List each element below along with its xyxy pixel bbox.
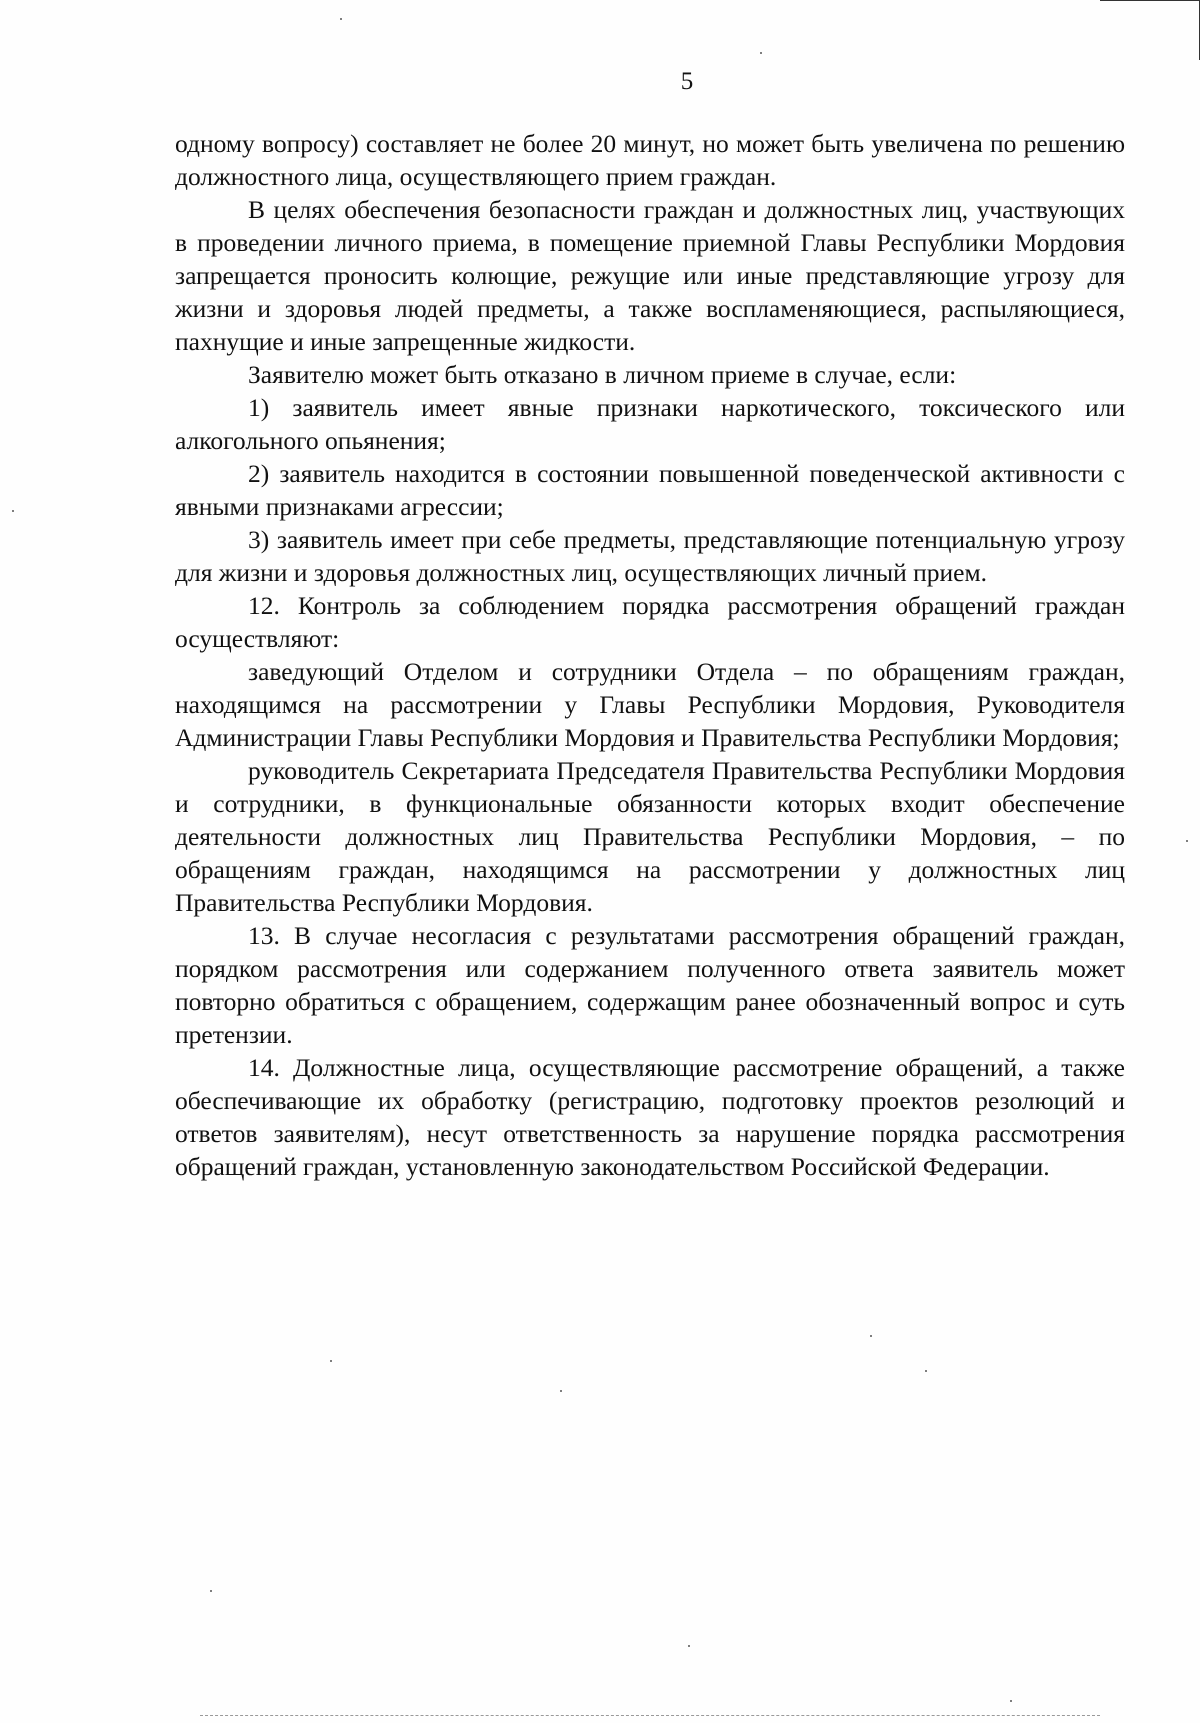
scan-speck [12, 510, 14, 512]
scan-speck [210, 1590, 212, 1592]
paragraph-9: 13. В случае несогласия с результатами рассмотрения обращений граждан, порядком рассмотрения или содержанием полученного ответа заявитель может повторно обратиться с обращением, содержащим ранее обозначенный вопрос и суть претензии. [175, 921, 1125, 1049]
paragraph-2: Заявителю может быть отказано в личном приеме в случае, если: [248, 360, 957, 389]
paragraph-5: 3) заявитель имеет при себе предметы, представляющие потенциальную угрозу для жизни и здоровья должностных лиц, осуществляющих личный прием. [175, 525, 1125, 587]
scan-speck [330, 1360, 332, 1362]
scan-edge-bottom [200, 1715, 1100, 1717]
scan-speck [760, 52, 762, 54]
paragraph-4: 2) заявитель находится в состоянии повышенной поведенческой активности с явными признаками агрессии; [175, 459, 1125, 521]
paragraph-10: 14. Должностные лица, осуществляющие рассмотрение обращений, а также обеспечивающие их обработку (регистрацию, подготовку проектов резолюций и ответов заявителям), несут ответственность за нарушение порядка рассмотрения обращений граждан, установленную законодательством Российской Федерации. [175, 1053, 1125, 1181]
page-number: 5 [680, 68, 694, 95]
scan-edge-top [1100, 0, 1200, 1]
paragraph-8: руководитель Секретариата Председателя Правительства Республики Мордовия и сотрудники, в функциональные обязанности которых входит обеспечение деятельности должностных лиц Правительства Республики Мордовия, – по обращениям граждан, находящимся на рассмотрении у должностных лиц Правительства Республики Мордовия. [175, 756, 1125, 917]
scan-speck [1010, 1700, 1012, 1702]
paragraph-7: заведующий Отделом и сотрудники Отдела – по обращениям граждан, находящимся на рассмотрении у Главы Республики Мордовия, Руководителя Администрации Главы Республики Мордовия и Правительства Республики Мордовия; [175, 657, 1125, 752]
paragraph-6: 12. Контроль за соблюдением порядка рассмотрения обращений граждан осуществляют: [175, 591, 1125, 653]
document-body [175, 127, 1125, 1183]
scan-speck [1186, 840, 1188, 842]
paragraph-1: В целях обеспечения безопасности граждан и должностных лиц, участвующих в проведении личного приема, в помещение приемной Главы Республики Мордовия запрещается проносить колющие, режущие или иные представляющие угрозу для жизни и здоровья людей предметы, а также воспламеняющиеся, распыляющиеся, пахнущие и иные запрещенные жидкости. [175, 195, 1125, 356]
scan-speck [560, 1390, 562, 1392]
scan-speck [925, 1370, 927, 1372]
paragraph-0: одному вопросу) составляет не более 20 минут, но может быть увеличена по решению должностного лица, осуществляющего прием граждан. [175, 129, 1125, 191]
scan-speck [340, 18, 342, 20]
paragraph-3: 1) заявитель имеет явные признаки наркотического, токсического или алкогольного опьянения; [175, 393, 1125, 455]
scan-speck [870, 1335, 872, 1337]
scan-speck [688, 1645, 690, 1647]
